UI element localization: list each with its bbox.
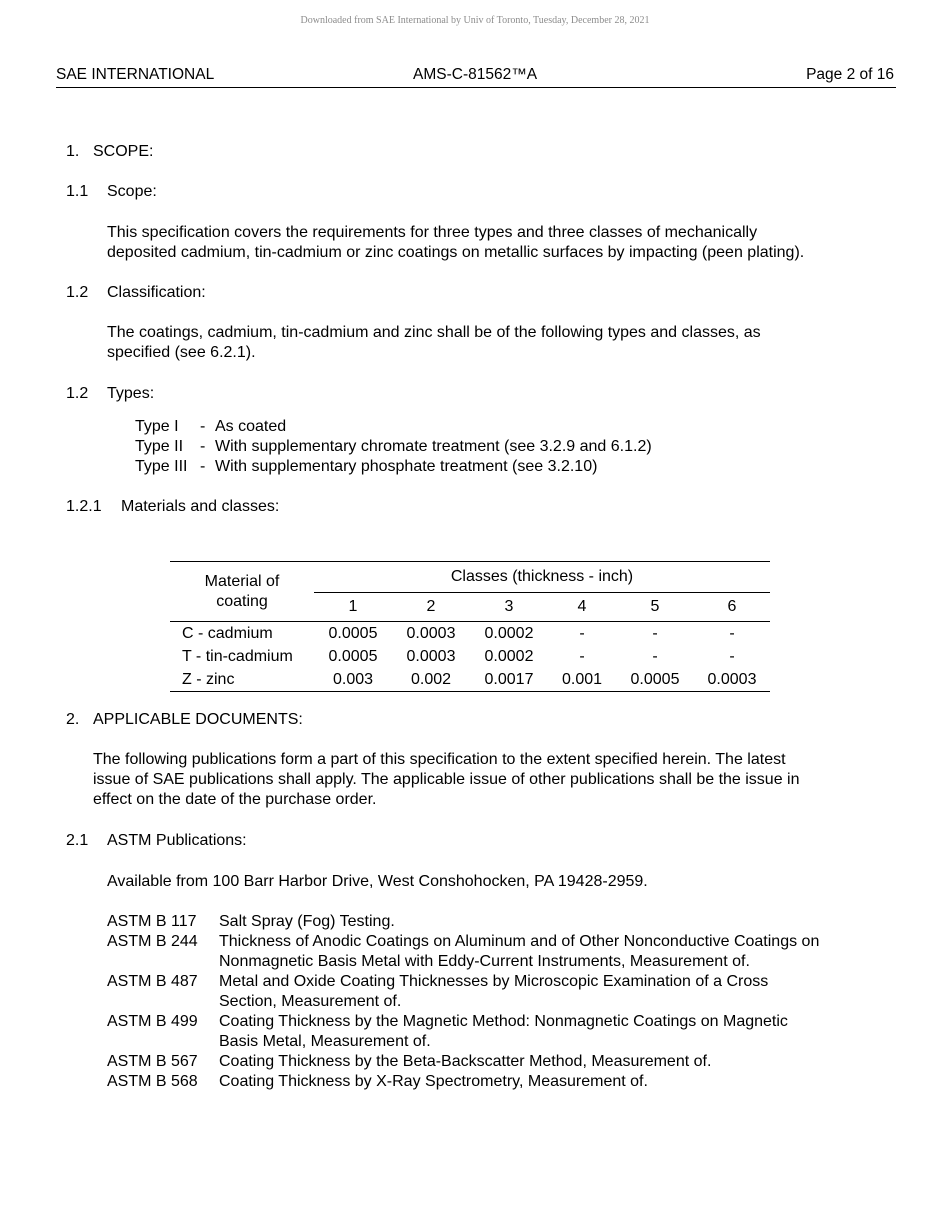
section-1-1-number: 1.1 (66, 183, 89, 200)
table-header-material (170, 562, 314, 622)
table-row (170, 645, 770, 668)
reference-code: ASTM B 499 (107, 1013, 198, 1030)
table-cell-value: 0.0005 (328, 624, 378, 642)
table-cell-value: 0.0017 (470, 668, 548, 692)
section-1-2-1-title: Materials and classes: (121, 498, 280, 515)
header-page-number: Page 2 of 16 (806, 66, 894, 83)
table-cell-material: C - cadmium (182, 624, 273, 642)
type-name: Type I (135, 418, 179, 435)
table-cell-value: 0.0005 (328, 647, 378, 665)
list-item (0, 912, 950, 932)
table-cell-value: - (579, 647, 585, 665)
section-2-number: 2. (66, 711, 80, 728)
header-rule (56, 87, 896, 88)
table-cell-value: 0.0002 (484, 624, 534, 642)
list-item (0, 1072, 950, 1092)
reference-code: ASTM B 567 (107, 1053, 198, 1070)
list-item (0, 1012, 950, 1052)
type-name: Type III (135, 458, 188, 475)
table-cell-value: 0.0005 (616, 668, 694, 692)
astm-availability: Available from 100 Barr Harbor Drive, West Conshohocken, PA 19428-2959. (107, 873, 648, 890)
list-item (0, 932, 950, 972)
section-2-1-title: ASTM Publications: (107, 832, 247, 849)
table-cell-value: 0.001 (548, 668, 616, 692)
table-header-class-number: 2 (392, 593, 470, 622)
reference-title: Thickness of Anodic Coatings on Aluminum and of Other Nonconductive Coatings on (219, 933, 820, 950)
table-row (170, 622, 770, 646)
reference-title: Coating Thickness by X-Ray Spectrometry, Measurement of. (219, 1073, 648, 1090)
reference-title: Section, Measurement of. (219, 993, 402, 1010)
type-name: Type II (135, 438, 184, 455)
table-row (170, 668, 770, 692)
section-1-1-paragraph (107, 223, 804, 263)
reference-title: Coating Thickness by the Beta-Backscatter Method, Measurement of. (219, 1053, 712, 1070)
reference-title: Salt Spray (Fog) Testing. (219, 913, 395, 930)
reference-code: ASTM B 568 (107, 1073, 198, 1090)
table-cell-value: 0.003 (314, 668, 392, 692)
list-item (0, 1052, 950, 1072)
section-1-1-title: Scope: (107, 183, 157, 200)
download-watermark: Downloaded from SAE International by Univ of Toronto, Tuesday, December 28, 2021 (300, 15, 650, 26)
reference-title: Metal and Oxide Coating Thicknesses by Microscopic Examination of a Cross (219, 973, 769, 990)
table-header-material-line: coating (216, 592, 268, 610)
type-description: With supplementary chromate treatment (see 3.2.9 and 6.1.2) (215, 438, 652, 455)
table-cell-value: - (729, 624, 735, 642)
table-header-classes: Classes (thickness - inch) (314, 562, 770, 593)
table-cell-value: 0.002 (392, 668, 470, 692)
list-item (0, 972, 950, 1012)
table-header-class-number: 1 (314, 593, 392, 622)
reference-title: Basis Metal, Measurement of. (219, 1033, 431, 1050)
table-header-class-number: 6 (694, 593, 770, 622)
section-1-2-title: Classification: (107, 284, 206, 301)
section-1-2-1-number: 1.2.1 (66, 498, 102, 515)
header-doc-id: AMS-C-81562™A (413, 66, 538, 83)
section-1-title: SCOPE: (93, 143, 154, 160)
section-1-2-paragraph (107, 323, 761, 363)
paragraph-line: specified (see 6.2.1). (107, 344, 256, 361)
paragraph-line: This specification covers the requirements for three types and three classes of mechanically (107, 224, 758, 241)
header-org: SAE INTERNATIONAL (56, 66, 215, 83)
table-cell-value: 0.0003 (694, 668, 770, 692)
section-1-number: 1. (66, 143, 80, 160)
table-cell-material: T - tin-cadmium (182, 647, 293, 665)
table-cell-value: - (729, 647, 735, 665)
section-types-title: Types: (107, 385, 155, 402)
table-header-class-number: 3 (470, 593, 548, 622)
type-dash: - (200, 458, 206, 475)
section-2-paragraph (93, 750, 800, 810)
materials-classes-table (170, 561, 770, 692)
reference-code: ASTM B 244 (107, 933, 198, 950)
section-2-1-number: 2.1 (66, 832, 89, 849)
paragraph-line: deposited cadmium, tin-cadmium or zinc coatings on metallic surfaces by impacting (peen plating). (107, 244, 805, 261)
type-dash: - (200, 438, 206, 455)
reference-code: ASTM B 117 (107, 913, 197, 930)
reference-title: Nonmagnetic Basis Metal with Eddy-Current Instruments, Measurement of. (219, 953, 750, 970)
table-cell-value: 0.0002 (484, 647, 534, 665)
table-cell-value: - (652, 647, 658, 665)
table-header-class-number: 5 (616, 593, 694, 622)
table-header-class-number: 4 (548, 593, 616, 622)
type-dash: - (200, 418, 206, 435)
section-2-title: APPLICABLE DOCUMENTS: (93, 711, 303, 728)
paragraph-line: The following publications form a part of this specification to the extent specified herein. The latest (93, 751, 786, 768)
table-cell-value: - (652, 624, 658, 642)
table-cell-value: - (579, 624, 585, 642)
table-header-material-line: Material of (204, 572, 280, 590)
table-cell-material: Z - zinc (170, 668, 314, 692)
table-cell-value: 0.0003 (406, 624, 456, 642)
reference-title: Coating Thickness by the Magnetic Method: Nonmagnetic Coatings on Magnetic (219, 1013, 788, 1030)
section-types-number: 1.2 (66, 385, 89, 402)
paragraph-line: The coatings, cadmium, tin-cadmium and zinc shall be of the following types and classes, as (107, 324, 761, 341)
type-description: With supplementary phosphate treatment (see 3.2.10) (215, 458, 598, 475)
table-cell-value: 0.0003 (406, 647, 456, 665)
reference-code: ASTM B 487 (107, 973, 198, 990)
type-description: As coated (215, 418, 287, 435)
section-1-2-number: 1.2 (66, 284, 89, 301)
paragraph-line: issue of SAE publications shall apply. The applicable issue of other publications shall be the issue in (93, 771, 800, 788)
astm-reference-list (0, 912, 950, 1092)
paragraph-line: effect on the date of the purchase order. (93, 791, 377, 808)
